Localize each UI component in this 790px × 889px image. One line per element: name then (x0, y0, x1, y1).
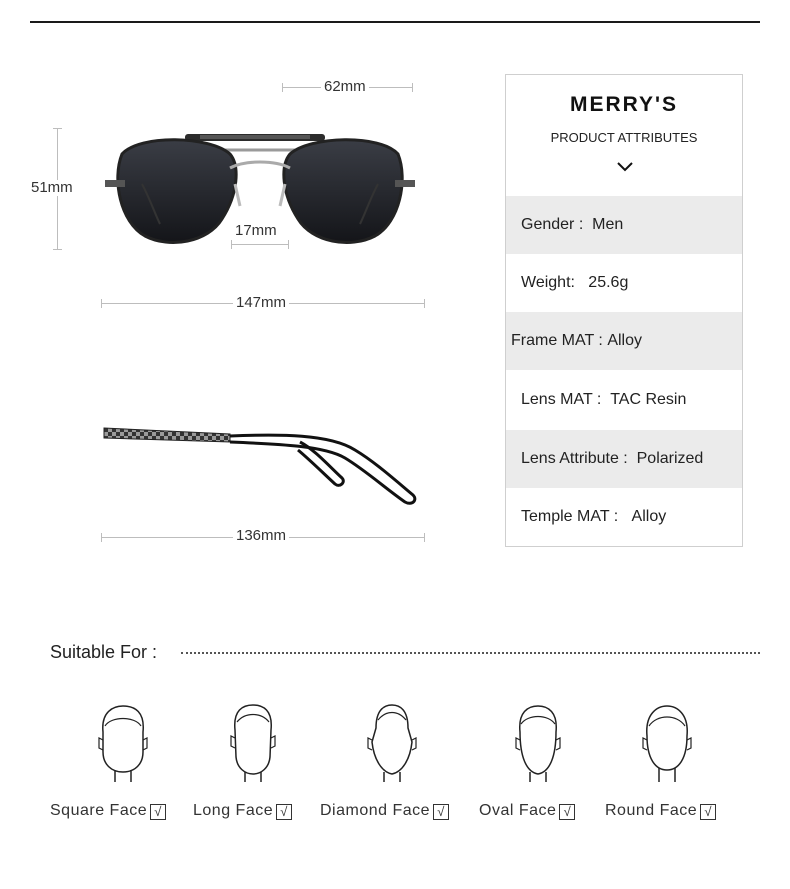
temple-length-label: 136mm (233, 528, 289, 544)
face-option-oval (479, 802, 575, 820)
attribute-value: TAC Resin (610, 391, 687, 408)
tick (288, 240, 289, 249)
face-option-round (605, 802, 716, 820)
oval-face-icon (508, 702, 568, 784)
bridge-label: 17mm (232, 223, 280, 239)
checkbox-icon: √ (276, 804, 292, 820)
tick (282, 83, 283, 92)
lens-width-label: 62mm (321, 79, 369, 95)
long-face-icon (223, 702, 283, 784)
face-label: Square Face (50, 802, 148, 819)
tick (424, 299, 425, 308)
attribute-value: Polarized (636, 450, 704, 467)
attribute-label: Lens MAT : (521, 391, 611, 408)
sunglasses-temple-image (100, 420, 425, 515)
face-option-long (193, 802, 292, 820)
attribute-label: Frame MAT : (511, 332, 608, 349)
attribute-label: Gender : (521, 216, 593, 233)
attribute-value: 25.6g (588, 274, 629, 291)
attribute-row-weight (506, 254, 742, 312)
tick (53, 249, 62, 250)
face-option-square (50, 802, 166, 820)
product-attributes-panel (505, 74, 743, 547)
dotted-divider (181, 652, 760, 654)
diamond-face-icon (362, 702, 422, 784)
checkbox-icon: √ (150, 804, 166, 820)
tick (101, 299, 102, 308)
tick (53, 128, 62, 129)
attribute-label: Temple MAT : (521, 508, 632, 525)
round-face-icon (637, 702, 697, 784)
suitable-for-title: Suitable For : (50, 642, 158, 662)
tick (231, 240, 232, 249)
attribute-label: Lens Attribute : (521, 450, 637, 467)
bridge-line (231, 244, 288, 245)
face-label: Diamond Face (320, 802, 431, 819)
brand-logo: MERRY'S (569, 93, 679, 116)
attribute-value: Men (592, 216, 624, 233)
tick (101, 533, 102, 542)
tick (412, 83, 413, 92)
attribute-row-lens-attribute (506, 430, 742, 488)
checkbox-icon: √ (559, 804, 575, 820)
face-label: Long Face (193, 802, 274, 819)
lens-height-label: 51mm (28, 180, 76, 196)
attribute-row-gender (506, 196, 742, 254)
face-label: Oval Face (479, 802, 557, 819)
face-label: Round Face (605, 802, 698, 819)
top-rule (30, 21, 760, 23)
attribute-label: Weight: (521, 274, 589, 291)
square-face-icon (93, 702, 153, 784)
attribute-row-frame-mat (506, 312, 742, 370)
attribute-value: Alloy (631, 508, 667, 525)
tick (424, 533, 425, 542)
attribute-row-temple-mat (506, 488, 742, 546)
attribute-value: Alloy (607, 332, 642, 349)
face-option-diamond (320, 802, 449, 820)
checkbox-icon: √ (700, 804, 716, 820)
chevron-down-icon (616, 161, 634, 173)
frame-width-label: 147mm (233, 295, 289, 311)
panel-subtitle: PRODUCT ATTRIBUTES (550, 130, 698, 145)
attribute-row-lens-mat (506, 371, 742, 429)
checkbox-icon: √ (433, 804, 449, 820)
